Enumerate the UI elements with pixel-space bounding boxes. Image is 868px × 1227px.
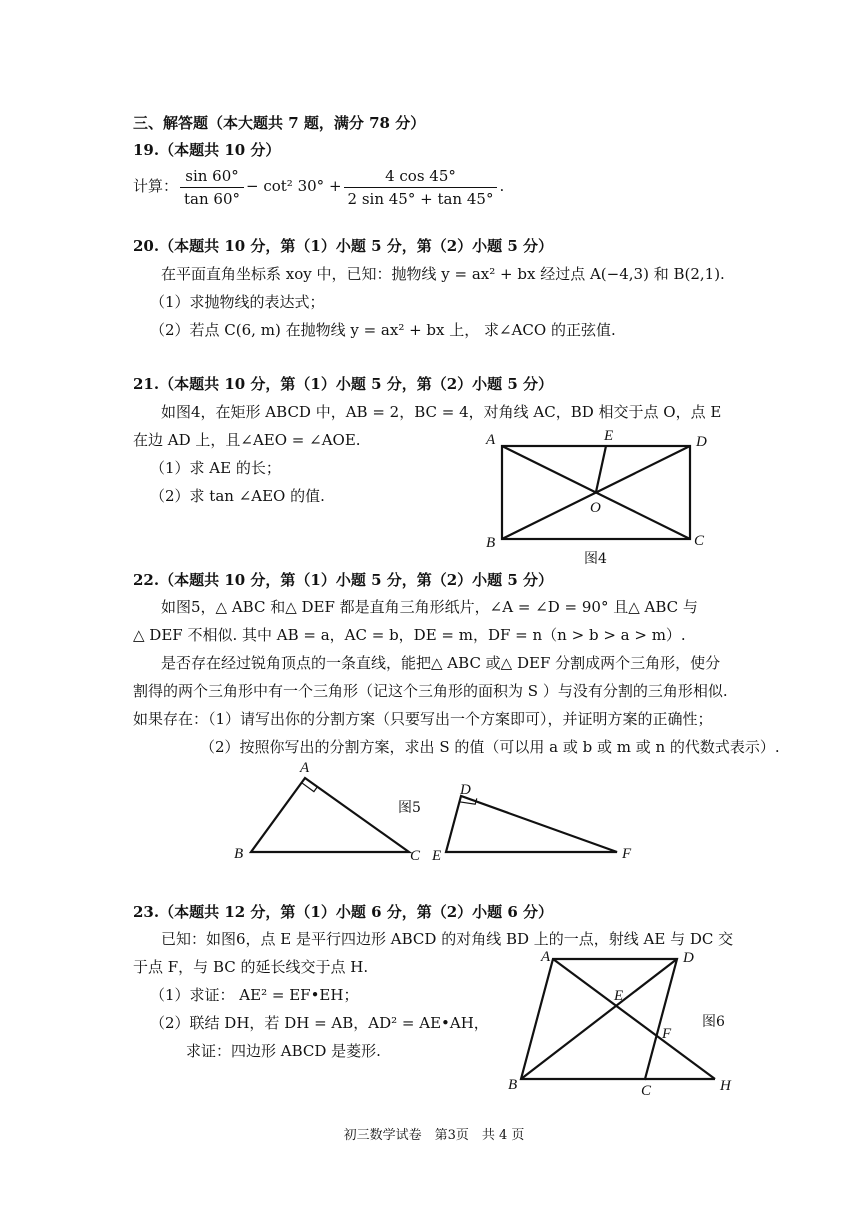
q19-frac2-numerator: 4 cos 45° <box>344 167 498 188</box>
q22-line6: （2）按照你写出的分割方案，求出 S 的值（可以用 a 或 b 或 m 或 n 的代数式表示）. <box>200 738 780 756</box>
fig6-label-d: D <box>683 950 694 966</box>
fig6-label-f: F <box>662 1026 672 1042</box>
fig6-label-b: B <box>508 1077 518 1093</box>
q22-header: 22.（本题共 10 分，第（1）小题 5 分，第（2）小题 5 分） <box>133 571 554 589</box>
q20-part2: （2）若点 C(6, m) 在抛物线 y = ax² + bx 上， 求∠ACO 的正弦值. <box>150 321 616 339</box>
q23-part2: （2）联结 DH，若 DH = AB，AD² = AE•AH， <box>150 1014 489 1032</box>
q21-line1: 如图4，在矩形 ABCD 中，AB = 2，BC = 4，对角线 AC，BD 相交于点 O，点 E <box>161 403 722 421</box>
q20-header: 20.（本题共 10 分，第（1）小题 5 分，第（2）小题 5 分） <box>133 237 554 255</box>
q19-frac1-numerator: sin 60° <box>180 167 244 188</box>
fig4-label-o: O <box>590 500 601 516</box>
q21-part1: （1）求 AE 的长； <box>150 459 281 477</box>
fig5-label-f: F <box>622 846 632 862</box>
q19-header: 19.（本题共 10 分） <box>133 141 281 159</box>
fig6-label-a: A <box>541 949 551 965</box>
fig4-caption: 图4 <box>584 551 607 567</box>
fig4-label-c: C <box>694 533 705 549</box>
q19-middle: − cot² 30° + <box>246 177 342 195</box>
q19-frac2-denominator: 2 sin 45° + tan 45° <box>347 189 494 208</box>
q22-line1: 如图5，△ ABC 和△ DEF 都是直角三角形纸片，∠A = ∠D = 90° 且△ ABC 与 <box>161 598 698 616</box>
fig5-label-b: B <box>234 846 244 862</box>
fig6-caption: 图6 <box>702 1014 725 1030</box>
fig5-label-e: E <box>432 848 442 864</box>
fig6-label-e: E <box>614 988 624 1004</box>
q22-line4: 割得的两个三角形中有一个三角形（记这个三角形的面积为 S ）与没有分割的三角形相似. <box>133 682 728 700</box>
fig6-label-h: H <box>720 1078 731 1094</box>
fig4-label-d: D <box>696 434 707 450</box>
q23-line1: 已知：如图6，点 E 是平行四边形 ABCD 的对角线 BD 上的一点，射线 AE 与 DC 交 <box>161 930 734 948</box>
q19-frac1-denominator: tan 60° <box>184 189 241 208</box>
q23-header: 23.（本题共 12 分，第（1）小题 6 分，第（2）小题 6 分） <box>133 903 554 921</box>
fig5-label-c: C <box>410 848 421 864</box>
fig5-label-a: A <box>300 760 310 776</box>
q20-part1: （1）求抛物线的表达式； <box>150 293 325 311</box>
fig6-label-c: C <box>641 1083 652 1099</box>
q19-prefix: 计算： <box>133 177 179 195</box>
fig4-label-e: E <box>604 428 614 444</box>
q22-line5: 如果存在：（1）请写出你的分割方案（只要写出一个方案即可），并证明方案的正确性； <box>133 710 713 728</box>
fig4-label-a: A <box>486 432 496 448</box>
q23-line2: 于点 F，与 BC 的延长线交于点 H. <box>133 958 369 976</box>
ray-ah <box>553 959 715 1079</box>
page-footer: 初三数学试卷 第3页 共 4 页 <box>343 1128 525 1143</box>
q21-header: 21.（本题共 10 分，第（1）小题 5 分，第（2）小题 5 分） <box>133 375 554 393</box>
q23-part1: （1）求证： AE² = EF•EH； <box>150 986 359 1004</box>
q21-part2: （2）求 tan ∠AEO 的值. <box>150 487 325 505</box>
q23-part2-proof: 求证：四边形 ABCD 是菱形. <box>186 1042 381 1060</box>
q21-line2: 在边 AD 上，且∠AEO = ∠AOE. <box>133 431 361 449</box>
q22-line2: △ DEF 不相似. 其中 AB = a，AC = b，DE = m，DF = n（n > b > a > m）. <box>133 626 686 644</box>
q22-line3: 是否存在经过锐角顶点的一条直线，能把△ ABC 或△ DEF 分割成两个三角形，使分 <box>161 654 721 672</box>
section-title: 三、解答题（本大题共 7 题，满分 78 分） <box>133 114 426 132</box>
q19-end: . <box>499 177 505 195</box>
diagonal-bd <box>521 959 677 1079</box>
fig5-label-d: D <box>460 782 471 798</box>
fig5-caption: 图5 <box>398 800 421 816</box>
q20-stem: 在平面直角坐标系 xoy 中，已知：抛物线 y = ax² + bx 经过点 A(−4,3) 和 B(2,1). <box>161 265 725 283</box>
fig4-label-b: B <box>486 535 496 551</box>
